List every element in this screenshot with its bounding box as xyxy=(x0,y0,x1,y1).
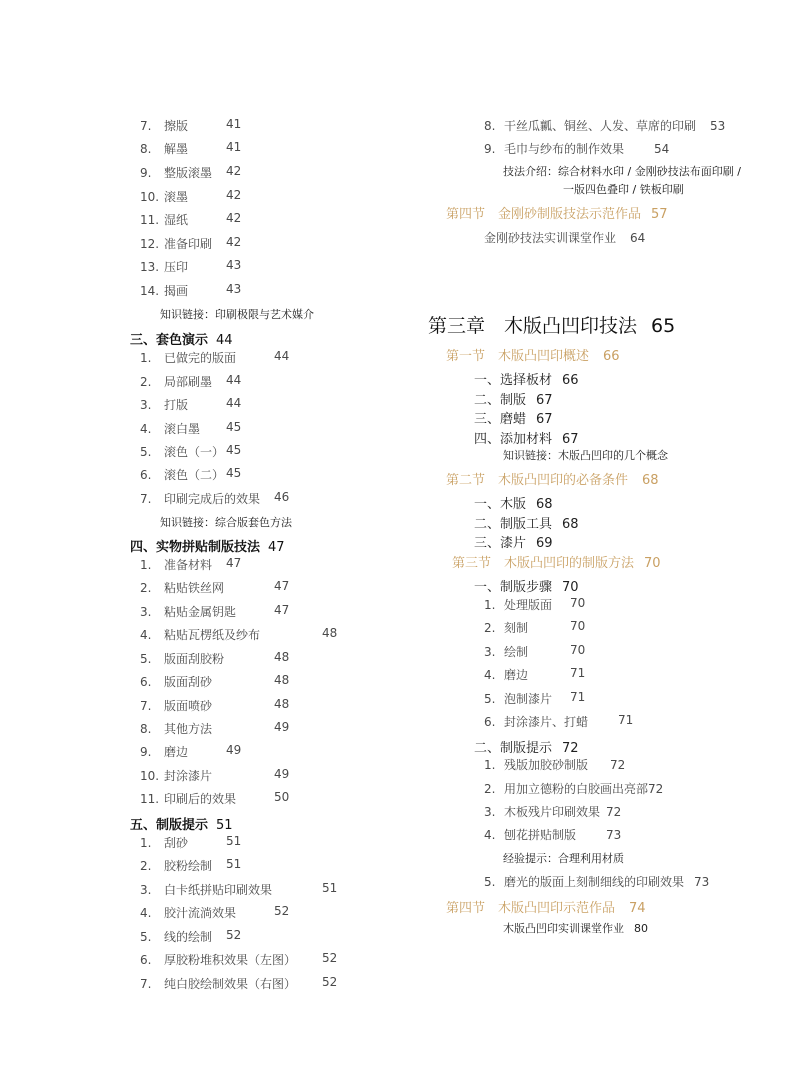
list-item[interactable]: 5. 版面刮胶粉 48 xyxy=(140,650,290,666)
list-item[interactable]: 8. 干丝瓜瓤、铜丝、人发、草席的印刷 53 xyxy=(484,119,726,133)
chapter-heading[interactable]: 第三章 木版凸凹印技法 65 xyxy=(428,315,676,337)
list-item[interactable]: 9. 磨边 49 xyxy=(140,743,242,759)
list-item[interactable]: 2. 胶粉绘制 51 xyxy=(140,857,242,873)
list-item[interactable]: 6. 版面刮砂 48 xyxy=(140,673,290,689)
list-item[interactable]: 10. 封涂漆片 49 xyxy=(140,767,290,783)
list-item[interactable]: 1. 残版加胶砂制版 72 xyxy=(484,758,626,772)
list-item[interactable]: 木版凸凹印实训课堂作业 80 xyxy=(503,922,648,935)
list-item[interactable]: 7. 擦版 41 xyxy=(140,117,242,133)
list-item[interactable]: 3. 绘制 70 xyxy=(484,643,586,659)
list-item[interactable]: 10. 滚墨 42 xyxy=(140,188,242,204)
list-item[interactable]: 6. 封涂漆片、打蜡 71 xyxy=(484,713,634,729)
list-item[interactable]: 4. 胶汁流淌效果 52 xyxy=(140,904,290,920)
experience-note: 经验提示：合理利用材质 xyxy=(503,852,624,865)
list-item[interactable]: 14. 揭画 43 xyxy=(140,282,242,298)
list-item[interactable]: 4. 磨边 71 xyxy=(484,666,586,682)
list-item[interactable]: 6. 厚胶粉堆积效果（左图） 52 xyxy=(140,951,338,967)
list-item[interactable]: 1. 处理版面 70 xyxy=(484,596,586,612)
section-heading[interactable]: 第二节 木版凸凹印的必备条件 68 xyxy=(446,473,659,488)
section-heading[interactable]: 第四节 木版凸凹印示范作品 74 xyxy=(446,901,646,916)
list-item[interactable]: 4. 粘贴瓦楞纸及纱布 48 xyxy=(140,626,338,642)
list-item[interactable]: 4. 滚白墨 45 xyxy=(140,420,242,436)
list-item[interactable]: 3. 打版 44 xyxy=(140,396,242,412)
section-heading[interactable]: 三、套色演示 44 xyxy=(130,333,233,348)
list-item[interactable]: 8. 其他方法 49 xyxy=(140,720,290,736)
list-item[interactable]: 5. 泡制漆片 71 xyxy=(484,690,586,706)
section-heading[interactable]: 第三节 木版凸凹印的制版方法 70 xyxy=(452,556,661,571)
list-item[interactable]: 二、制版工具 68 xyxy=(474,517,579,532)
section-heading[interactable]: 第四节 金刚砂制版技法示范作品 57 xyxy=(446,207,668,222)
section-heading[interactable]: 第一节 木版凸凹印概述 66 xyxy=(446,349,620,364)
list-item[interactable]: 3. 白卡纸拼贴印刷效果 51 xyxy=(140,881,338,897)
list-item[interactable]: 9. 整版滚墨 42 xyxy=(140,164,242,180)
technique-note: 技法介绍：综合材料水印 / 金刚砂技法布面印刷 / xyxy=(503,165,741,178)
list-item[interactable]: 一、木版 68 xyxy=(474,497,553,512)
list-item[interactable]: 2. 刻制 70 xyxy=(484,619,586,635)
list-item[interactable]: 1. 已做完的版面 44 xyxy=(140,349,290,365)
list-item[interactable]: 11. 印刷后的效果 50 xyxy=(140,790,290,806)
list-item[interactable]: 5. 磨光的版面上刻制细线的印刷效果 73 xyxy=(484,875,710,889)
list-item[interactable]: 4. 刨花拼贴制版 73 xyxy=(484,828,622,842)
list-item[interactable]: 2. 粘贴铁丝网 47 xyxy=(140,579,290,595)
list-item[interactable]: 7. 版面喷砂 48 xyxy=(140,697,290,713)
technique-note: 一版四色叠印 / 铁板印刷 xyxy=(563,183,684,196)
list-item[interactable]: 3. 粘贴金属钥匙 47 xyxy=(140,603,290,619)
list-item[interactable]: 7. 印刷完成后的效果 46 xyxy=(140,490,290,506)
section-heading[interactable]: 四、实物拼贴制版技法 47 xyxy=(130,540,285,555)
list-item[interactable]: 9. 毛巾与纱布的制作效果 54 xyxy=(484,142,670,156)
list-item[interactable]: 2. 局部刷墨 44 xyxy=(140,373,242,389)
list-item[interactable]: 2. 用加立德粉的白胶画出亮部72 xyxy=(484,782,664,796)
list-item[interactable]: 金刚砂技法实训课堂作业 64 xyxy=(484,231,646,245)
knowledge-link-note: 知识链接：综合版套色方法 xyxy=(160,516,292,529)
list-item[interactable]: 6. 滚色（二） 45 xyxy=(140,466,242,482)
knowledge-link-note: 知识链接：印刷极限与艺术媒介 xyxy=(160,308,314,321)
subsection-heading[interactable]: 二、制版提示 72 xyxy=(474,741,579,756)
list-item[interactable]: 三、漆片 69 xyxy=(474,536,553,551)
list-item[interactable]: 8. 解墨 41 xyxy=(140,140,242,156)
list-item[interactable]: 13. 压印 43 xyxy=(140,258,242,274)
subsection-heading[interactable]: 一、制版步骤 70 xyxy=(474,580,579,595)
list-item[interactable]: 5. 线的绘制 52 xyxy=(140,928,242,944)
list-item[interactable]: 三、磨蜡 67 xyxy=(474,412,553,427)
list-item[interactable]: 二、制版 67 xyxy=(474,393,553,408)
section-heading[interactable]: 五、制版提示 51 xyxy=(130,818,233,833)
list-item[interactable]: 11. 湿纸 42 xyxy=(140,211,242,227)
list-item[interactable]: 3. 木板残片印刷效果 72 xyxy=(484,805,622,819)
list-item[interactable]: 四、添加材料 67 xyxy=(474,432,579,447)
list-item[interactable]: 7. 纯白胶绘制效果（右图） 52 xyxy=(140,975,338,991)
list-item[interactable]: 一、选择板材 66 xyxy=(474,373,579,388)
list-item[interactable]: 5. 滚色（一） 45 xyxy=(140,443,242,459)
knowledge-link-note: 知识链接：木版凸凹印的几个概念 xyxy=(503,449,668,462)
list-item[interactable]: 1. 刮砂 51 xyxy=(140,834,242,850)
list-item[interactable]: 12. 准备印刷 42 xyxy=(140,235,242,251)
list-item[interactable]: 1. 准备材料 47 xyxy=(140,556,242,572)
